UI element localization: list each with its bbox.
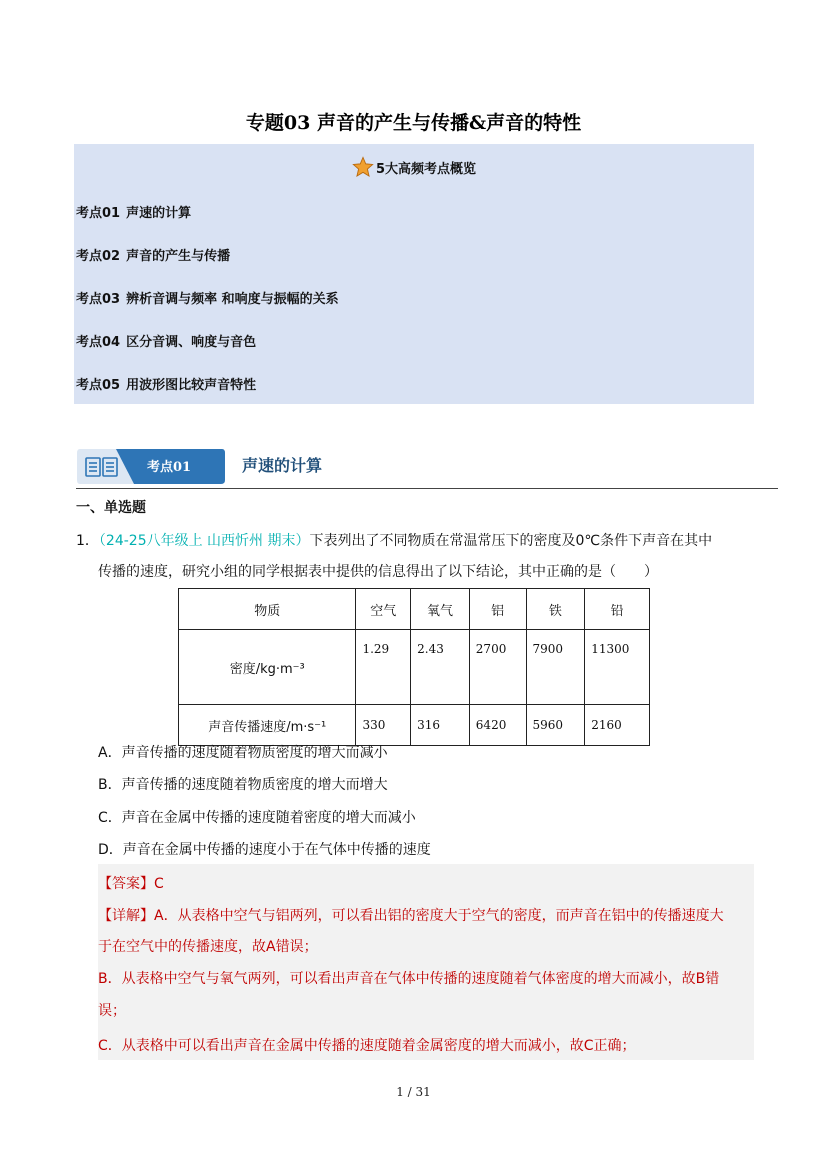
table-cell: 2160 [585,705,650,746]
overview-heading [74,154,754,180]
overview-heading-text: 5大高频考点概览 [375,161,477,177]
table-cell: 1.29 [356,630,411,705]
overview-item [76,245,230,264]
table-row [179,630,650,705]
overview-item-code: 考点04 [76,335,121,350]
table-header-cell: 空气 [356,589,411,630]
detail-line: B．从表格中空气与氧气两列，可以看出声音在气体中传播的速度随着气体密度的增大而减小，故B错 [98,971,720,987]
table-cell: 11300 [585,630,650,705]
table-cell: 330 [356,705,411,746]
star-icon [352,156,374,178]
overview-item [76,331,256,350]
overview-item-code: 考点02 [76,249,121,264]
overview-item [76,202,191,221]
detail-line: 【详解】A．从表格中空气与铝两列，可以看出铝的密度大于空气的密度，而声音在铝中的传播速度大 [98,908,724,924]
table-cell: 316 [411,705,470,746]
question-number: 1． [76,533,99,549]
choice-a: A．声音传播的速度随着物质密度的增大而减小 [98,745,388,761]
table-header-cell: 铅 [585,589,650,630]
question-stem-line: 传播的速度，研究小组的同学根据表中提供的信息得出了以下结论，其中正确的是（ ） [98,564,658,580]
overview-item-code: 考点01 [76,206,121,221]
table-cell: 7900 [526,630,585,705]
table-header-row [179,589,650,630]
table-header-cell: 铁 [526,589,585,630]
table-cell: 6420 [469,705,526,746]
table-row [179,705,650,746]
overview-item-text: 声速的计算 [126,206,192,221]
choice-d: D．声音在金属中传播的速度小于在气体中传播的速度 [98,842,431,858]
data-table [178,588,650,746]
choice-b: B．声音传播的速度随着物质密度的增大而增大 [98,777,388,793]
table-cell: 5960 [526,705,585,746]
question-stem: 下表列出了不同物质在常温常压下的密度及0℃条件下声音在其中 [309,533,713,549]
overview-item-text: 区分音调、响度与音色 [126,335,257,350]
table-row-label: 声音传播速度/m·s⁻¹ [179,705,356,746]
section-badge: 考点01 [147,460,192,475]
overview-item [76,288,339,307]
detail-line: 误； [98,1003,126,1019]
answer-line: 【答案】C [98,876,164,892]
detail-line: C．从表格中可以看出声音在金属中传播的速度随着金属密度的增大而减小，故C正确； [98,1038,636,1054]
question-type-heading: 一、单选题 [76,500,146,516]
table-cell: 2.43 [411,630,470,705]
overview-item-code: 考点05 [76,378,121,393]
overview-item [76,374,256,393]
table-header-cell: 铝 [469,589,526,630]
choice-c: C．声音在金属中传播的速度随着密度的增大而减小 [98,810,416,826]
overview-item-text: 声音的产生与传播 [126,249,231,264]
section-title: 声速的计算 [242,456,323,475]
question-stem-line [76,530,712,550]
table-row-label: 密度/kg·m⁻³ [179,630,356,705]
answer-box [98,864,754,1060]
table-cell: 2700 [469,630,526,705]
question-source: （24-25八年级上 山西忻州 期末） [98,533,310,549]
overview-panel [74,144,754,404]
page-title: 专题03 声音的产生与传播&声音的特性 [245,112,582,134]
detail-line: 于在空气中的传播速度，故A错误； [98,939,318,955]
overview-item-text: 用波形图比较声音特性 [126,378,257,393]
section-divider [76,488,778,489]
overview-item-code: 考点03 [76,292,121,307]
page-number: 1 / 31 [396,1085,431,1099]
table-header-cell: 氧气 [411,589,470,630]
table-header-cell: 物质 [179,589,356,630]
overview-item-text: 辨析音调与频率 和响度与振幅的关系 [126,292,339,307]
